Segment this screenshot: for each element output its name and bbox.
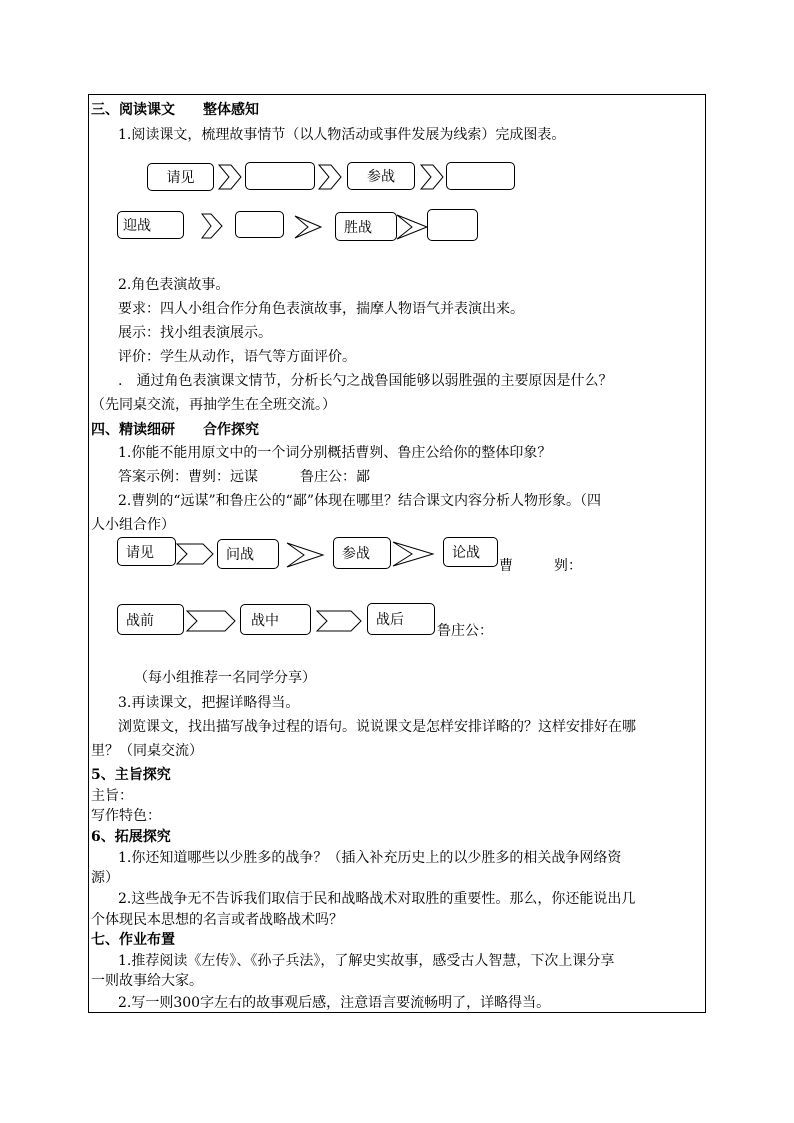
chevron-arrow-icon [316, 610, 362, 632]
section3-q2: 2.角色表演故事。 [118, 277, 230, 293]
flow1-box-2 [245, 162, 315, 190]
chevron-arrow-icon [201, 213, 223, 239]
section6-heading: 6、拓展探究 [91, 829, 171, 845]
section4-q2-cont: 人小组合作） [91, 517, 175, 533]
section3-display: 展示：找小组表演展示。 [118, 325, 272, 341]
section5-heading: 5、主旨探究 [91, 767, 171, 783]
chevron-arrow-icon [396, 214, 428, 240]
flow1-box-4 [446, 162, 515, 190]
flow2-box-1: 迎战 [117, 211, 184, 239]
section3-q3: . 通过角色表演课文情节，分析长勺之战鲁国能够以弱胜强的主要原因是什么？ [118, 373, 613, 389]
section3-q3-note: （先同桌交流，再抽学生在全班交流。） [91, 397, 336, 413]
section7-hw2: 2.写一则300字左右的故事观后感，注意语言要流畅明了，详略得当。 [118, 995, 551, 1011]
section7-hw1: 1.推荐阅读《左传》、《孙子兵法》，了解史实故事，感受古人智慧，下次上课分享 [118, 953, 615, 969]
chevron-arrow-icon [286, 542, 324, 568]
section4-q1: 1.你能不能用原文中的一个词分别概括曹刿、鲁庄公给你的整体印象？ [118, 445, 552, 461]
chevron-arrow-icon [392, 541, 434, 567]
chevron-arrow-icon [218, 164, 242, 190]
chevron-arrow-icon [420, 164, 444, 190]
flow4-box-1: 战前 [117, 604, 184, 635]
chevron-arrow-icon [294, 215, 322, 239]
section7-hw1-cont: 一则故事给大家。 [91, 973, 203, 989]
section4-q3-text: 浏览课文，找出描写战争过程的语句。说说课文是怎样安排详略的？这样安排好在哪 [118, 719, 636, 735]
section4-answer: 答案示例：曹刿：远谋 鲁庄公：鄙 [118, 469, 370, 485]
section5-theme: 主旨： [91, 788, 133, 804]
flow3-label-b: 刿： [554, 558, 582, 574]
chevron-arrow-icon [186, 610, 236, 632]
section4-share: （每小组推荐一名同学分享） [134, 670, 316, 686]
section4-q3: 3.再读课文，把握详略得当。 [118, 695, 300, 711]
section4-heading: 四、精读细研 合作探究 [91, 422, 259, 438]
flow1-box-3: 参战 [347, 162, 415, 190]
section6-q1-cont: 源） [91, 870, 119, 886]
flow3-label-a: 曹 [499, 558, 513, 574]
section5-feature: 写作特色： [91, 808, 161, 824]
section6-q2: 2.这些战争无不告诉我们取信于民和战略战术对取胜的重要性。那么，你还能说出几 [118, 891, 636, 907]
section7-heading: 七、作业布置 [91, 932, 175, 948]
chevron-arrow-icon [318, 164, 342, 190]
flow4-box-3: 战后 [367, 603, 435, 635]
flow3-box-3: 参战 [333, 537, 391, 569]
flow3-box-1: 请见 [117, 537, 176, 566]
flow4-label: 鲁庄公： [437, 623, 493, 639]
flow3-box-2: 问战 [217, 539, 279, 569]
section6-q2-cont: 个体现民本思想的名言或者战略战术吗？ [91, 912, 343, 928]
section4-q2: 2.曹刿的“远谋”和鲁庄公的“鄙”体现在哪里？结合课文内容分析人物形象。（四 [118, 493, 601, 509]
section3-heading: 三、阅读课文 整体感知 [91, 102, 259, 118]
flow4-box-2: 战中 [240, 604, 311, 635]
flow2-box-4 [427, 209, 478, 241]
section3-evaluation: 评价：学生从动作，语气等方面评价。 [118, 349, 356, 365]
section6-q1: 1.你还知道哪些以少胜多的战争？（插入补充历史上的以少胜多的相关战争网络资 [118, 850, 622, 866]
flow2-box-2 [235, 211, 284, 238]
section4-q3-text-cont: 里？（同桌交流） [91, 743, 203, 759]
flow3-box-4: 论战 [443, 537, 498, 567]
section3-q1: 1.阅读课文，梳理故事情节（以人物活动或事件发展为线索）完成图表。 [118, 127, 566, 143]
flow1-box-1: 请见 [147, 163, 214, 191]
section3-requirement: 要求：四人小组合作分角色表演故事，揣摩人物语气并表演出来。 [118, 301, 524, 317]
chevron-arrow-icon [176, 543, 214, 565]
flow2-box-3: 胜战 [335, 212, 397, 241]
